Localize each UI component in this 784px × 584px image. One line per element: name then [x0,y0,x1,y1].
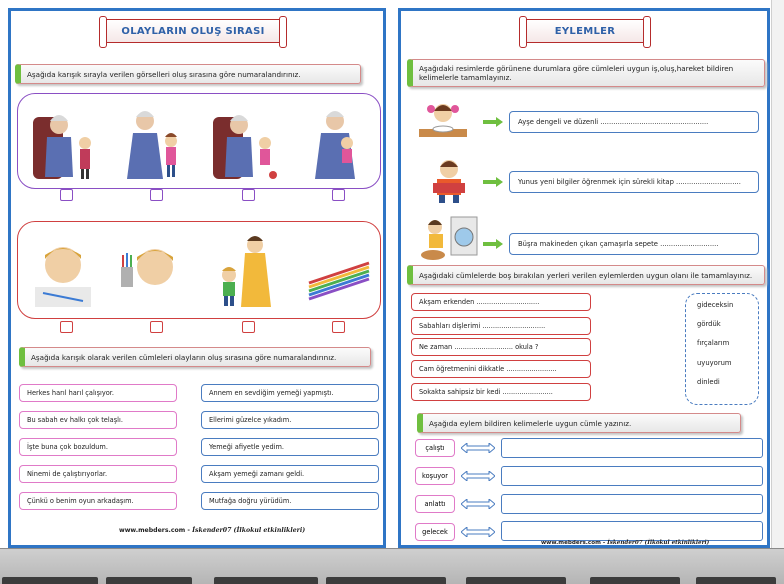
right-instruction-3 [417,413,741,433]
word-bank-item-1: gideceksin [697,301,734,309]
taskbar [0,548,784,584]
right-instruction-3-text: Aşağıda eylem bildiren kelimelerle uygun cümle yazınız. [429,418,632,428]
left-worksheet-page [8,8,386,548]
right-instruction-1-text: Aşağıdaki resimlerde görünene durumlara göre cümleleri uygun iş,oluş,hareket bildiren kelimelerle tamamlayınız. [419,64,734,82]
taskbar-item-6[interactable] [590,577,680,584]
sentence-left-5-text: Çünkü o benim oyun arkadaşım. [27,497,134,505]
left-page-title [103,19,283,43]
grandma-order-checkbox-4[interactable] [332,189,345,201]
right-footer-credit: İskender07 (İlkokul etkinlikleri) [607,540,710,546]
blank-sentence-box-1[interactable] [411,293,591,311]
blank-sentence-1-text: Akşam erkenden .............................. [419,298,540,306]
verb-box-3 [415,495,455,513]
left-title-text: OLAYLARIN OLUŞ SIRASI [121,25,265,37]
sentence-left-4-text: Ninemi de çalıştırıyorlar. [27,470,108,478]
verb-2-text: koşuyor [422,472,448,480]
answer-line-3[interactable] [501,494,763,514]
picture-sentence-3-text: Büşra makineden çıkan çamaşırla sepete ........................... [518,240,719,248]
left-footer [119,527,305,534]
verb-4-text: gelecek [422,528,448,536]
verb-3-text: anlattı [424,500,446,508]
right-title-text: EYLEMLER [554,25,616,37]
boy-order-checkbox-3[interactable] [242,321,255,333]
picture-sentence-box-2[interactable] [509,171,759,193]
grandma-order-checkbox-3[interactable] [242,189,255,201]
left-instruction-1 [15,64,361,84]
sentence-box-right-3[interactable] [201,438,379,456]
blank-sentence-box-5[interactable] [411,383,591,401]
picture-sentence-box-3[interactable] [509,233,759,255]
right-page-title [523,19,647,43]
grandma-order-checkbox-1[interactable] [60,189,73,201]
picture-sentence-2-text: Yunus yeni bilgiler öğrenmek için sürekli kitap .............................. [518,178,741,186]
word-bank-item-2: gördük [697,320,721,328]
mother-child-scene [207,227,287,313]
word-bank-item-3: fırçalarım [697,339,730,347]
sentence-left-2-text: Bu sabah ev halkı çok telaşlı. [27,416,123,424]
grandma-scene-1 [23,97,99,183]
sentence-box-right-5[interactable] [201,492,379,510]
left-instruction-1-text: Aşağıda karışık sırayla verilen görselleri oluş sırasına göre numaralandırınız. [27,69,301,79]
sentence-box-left-4[interactable] [19,465,177,483]
double-arrow-icon-1 [461,443,495,453]
left-footer-credit: İskender07 (İlkokul etkinlikleri) [192,527,306,534]
verb-box-2 [415,467,455,485]
answer-line-1[interactable] [501,438,763,458]
right-footer-site[interactable]: www.mebders.com [541,540,601,546]
sentence-right-5-text: Mutfağa doğru yürüdüm. [209,497,292,505]
answer-line-4[interactable] [501,521,763,541]
left-footer-site[interactable]: www.mebders.com [119,527,186,534]
taskbar-item-2[interactable] [106,577,192,584]
right-instruction-2-text: Aşağıdaki cümlelerde boş bırakılan yerleri verilen eylemlerden uygun olanı ile tamamlayınız. [419,270,753,280]
blank-sentence-5-text: Sokakta sahipsiz bir kedi ........................ [419,388,553,396]
arrow-icon-2 [483,177,503,187]
boy-drawing-scene-2 [115,227,195,313]
sentence-left-1-text: Herkes harıl harıl çalışıyor. [27,389,115,397]
blank-sentence-4-text: Cam öğretmenini dikkatle ........................ [419,365,557,373]
blank-sentence-2-text: Sabahları dişlerimi .............................. [419,322,546,330]
girl-laundry-picture [419,213,479,261]
verb-box-1 [415,439,455,457]
left-instruction-2 [19,347,371,367]
blank-sentence-3-text: Ne zaman ............................ okula ? [419,343,539,351]
sentence-box-right-1[interactable] [201,384,379,402]
grandma-scene-3 [207,97,283,183]
left-footer-sep: - [187,527,190,534]
blank-sentence-box-4[interactable] [411,360,591,378]
sentence-right-3-text: Yemeği afiyetle yedim. [209,443,285,451]
vertical-scrollbar[interactable] [771,0,784,548]
sentence-left-3-text: İşte buna çok bozuldum. [27,443,108,451]
verb-1-text: çalıştı [425,444,445,452]
left-instruction-2-text: Aşağıda karışık olarak verilen cümleleri olayların oluş sırasına göre numaralandırınız. [31,352,337,362]
sentence-right-4-text: Akşam yemeği zamanı geldi. [209,470,305,478]
taskbar-item-7[interactable] [696,577,776,584]
word-bank-item-4: uyuyorum [697,359,732,367]
arrow-icon-1 [483,117,503,127]
taskbar-item-5[interactable] [466,577,566,584]
boy-order-checkbox-4[interactable] [332,321,345,333]
grandma-order-checkbox-2[interactable] [150,189,163,201]
double-arrow-icon-2 [461,471,495,481]
taskbar-item-1[interactable] [2,577,98,584]
boy-order-checkbox-2[interactable] [150,321,163,333]
taskbar-item-4[interactable] [326,577,446,584]
grandma-scene-4 [299,97,375,183]
blank-sentence-box-3[interactable] [411,338,591,356]
sentence-box-left-2[interactable] [19,411,177,429]
right-footer-sep: - [602,540,606,546]
right-footer [541,540,709,546]
sentence-box-right-4[interactable] [201,465,379,483]
right-worksheet-page [398,8,770,548]
boy-drawing-scene-1 [23,227,103,313]
word-bank-item-5: dinledi [697,378,720,386]
girl-eating-picture [415,99,471,143]
right-instruction-1 [407,59,765,87]
verb-box-4 [415,523,455,541]
arrow-icon-3 [483,239,503,249]
sentence-right-2-text: Ellerimi güzelce yıkadım. [209,416,292,424]
sentence-box-left-3[interactable] [19,438,177,456]
taskbar-item-3[interactable] [214,577,318,584]
sentence-box-left-1[interactable] [19,384,177,402]
blank-sentence-box-2[interactable] [411,317,591,335]
boy-order-checkbox-1[interactable] [60,321,73,333]
picture-sentence-box-1[interactable] [509,111,759,133]
grandma-scene-2 [113,97,189,183]
colored-pencils-picture [299,227,379,313]
boy-reading-picture [425,157,473,205]
answer-line-2[interactable] [501,466,763,486]
picture-sentence-1-text: Ayşe dengeli ve düzenli .................................................. [518,118,709,126]
word-bank [685,293,759,405]
sentence-box-right-2[interactable] [201,411,379,429]
double-arrow-icon-3 [461,499,495,509]
double-arrow-icon-4 [461,527,495,537]
sentence-right-1-text: Annem en sevdiğim yemeği yapmıştı. [209,389,334,397]
right-instruction-2 [407,265,765,285]
sentence-box-left-5[interactable] [19,492,177,510]
